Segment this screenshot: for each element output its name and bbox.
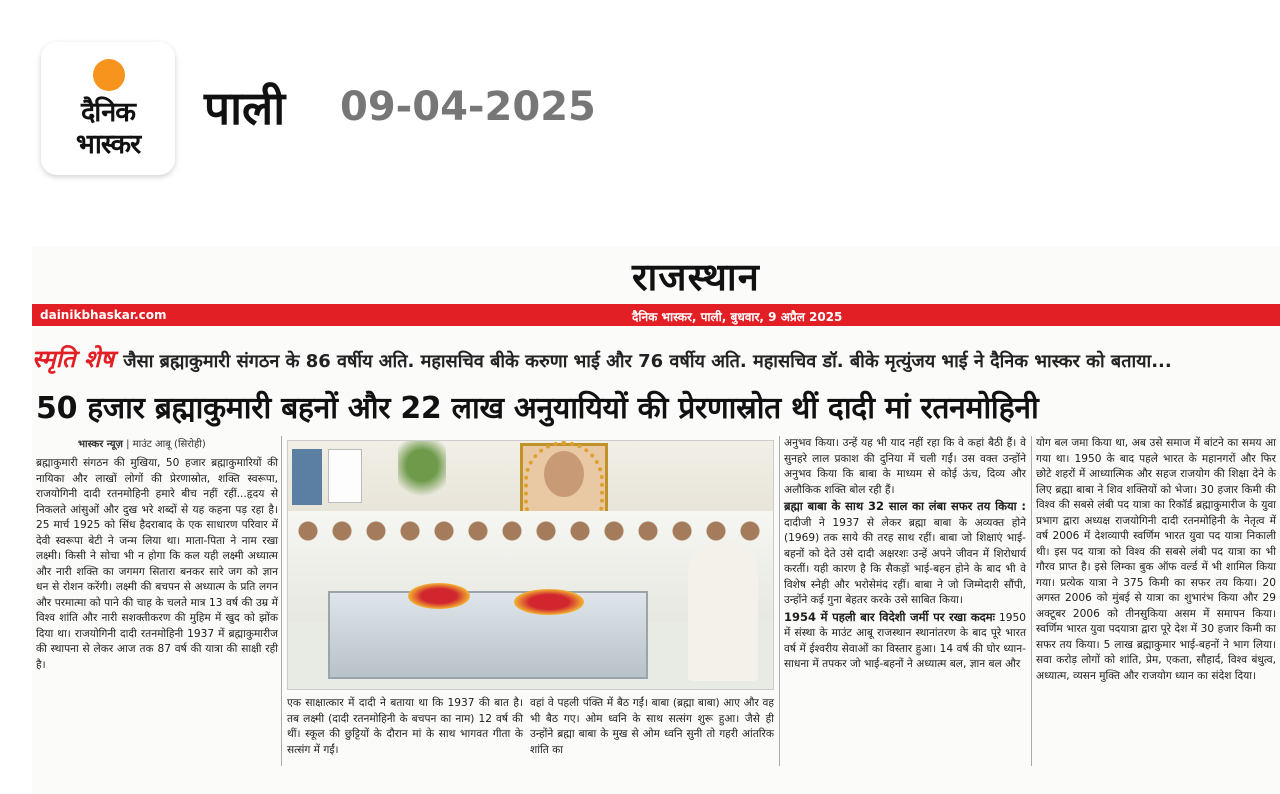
website-label: dainikbhaskar.com xyxy=(40,308,167,322)
subheading-32-years: ब्रह्मा बाबा के साथ 32 साल का लंबा सफर तय किया : xyxy=(784,499,1026,513)
flower-garland-2 xyxy=(514,589,584,615)
article-column-5 xyxy=(1036,436,1276,685)
kicker-label: स्मृति शेष xyxy=(32,344,115,373)
column-4-para-3: 1950 में संस्था के माउंट आबू राजस्थान स्थानांतरण के बाद पूरे भारत वर्ष में ईश्वरीय सेवाओं का विस्तार हुआ। 14 वर्ष की घोर ध्यान-साधना में तपकर जो भाई-बहनों ने अध्यात्म बल, ज्ञान बल और xyxy=(784,611,1026,670)
edition-date: 09-04-2025 xyxy=(340,84,596,130)
plant xyxy=(398,441,446,511)
column-4-para-1: अनुभव किया। उन्हें यह भी याद नहीं रहा कि वे कहां बैठी हैं। वे सुनहरे लाल प्रकाश की दुनिया में चली गईं। उस वक्त उन्होंने अनुभव किया कि बाबा के माध्यम से कोई ऊंच, दिव्य और अलौकिक शक्ति बोल रही हैं। xyxy=(784,437,1026,496)
article-column-2 xyxy=(287,696,523,759)
column-3-text: वहां वे पहली पंक्ति में बैठ गईं। बाबा (ब्रह्मा बाबा) आए और वह भी बैठ गए। ओम ध्वनि के साथ सत्संग शुरू हुआ। जैसे ही उन्होंने ब्रह्मा बाबा के मुख से ओम ध्वनि सुनी तो गहरी आंतरिक शांति का xyxy=(530,697,774,756)
masthead-bar xyxy=(32,304,1280,326)
wall-portrait xyxy=(292,449,322,505)
column-divider xyxy=(1031,436,1032,766)
edition-city: पाली xyxy=(204,81,286,135)
byline-place: | माउंट आबू (सिरोही) xyxy=(126,439,206,450)
dainik-bhaskar-logo[interactable] xyxy=(41,42,175,175)
edition-line: दैनिक भास्कर, पाली, बुधवार, 9 अप्रैल 2025 xyxy=(632,310,843,324)
byline xyxy=(78,436,206,450)
article-headline: 50 हजार ब्रह्माकुमारी बहनों और 22 लाख अनुयायियों की प्रेरणास्रोत थीं दादी मां रतनमोहिनी xyxy=(36,391,1039,426)
article-kicker xyxy=(32,342,1172,375)
sun-icon xyxy=(93,59,125,91)
article-column-1 xyxy=(36,456,278,674)
kicker-text: जैसा ब्रह्माकुमारी संगठन के 86 वर्षीय अति. महासचिव बीके करुणा भाई और 76 वर्षीय अति. महासचिव डॉ. बीके मृत्युंजय भाई ने दैनिक भास्कर को बताया... xyxy=(123,351,1172,372)
column-4-para-2: दादीजी ने 1937 से लेकर ब्रह्मा बाबा के अव्यक्त होने (1969) तक साये की तरह साथ रहीं। बाबा जो शिक्षाएं भाई-बहनों को देते उसे दादी अक्षरशः उन्हें अपने जीवन में शिरोधार्य करतीं। यही कारण है कि सैकड़ों भाई-बहन होने के बाद भी वे विशेष स्नेही और भरोसेमंद रहीं। बाबा ने जो जिम्मेदारी सौंपी, उन्होंने कई गुना बेहतर करके उसे साबित किया। xyxy=(784,516,1026,606)
section-title: राजस्थान xyxy=(632,254,760,299)
newspaper-page xyxy=(32,246,1280,794)
article-photo xyxy=(287,440,774,690)
air-conditioner xyxy=(328,449,362,503)
column-divider xyxy=(281,436,282,766)
flower-garland-1 xyxy=(408,583,470,609)
article-column-4 xyxy=(784,436,1026,674)
column-5-text: योग बल जमा किया था, अब उसे समाज में बांटने का समय आ गया था। 1950 के बाद पहले भारत के महानगरों और फिर छोटे शहरों में आध्यात्मिक और सहज राजयोग की शिक्षा देने के लिए ब्रह्मा बाबा ने शिव शक्तियों को भेजा। 30 हजार किमी की विश्व की सबसे लंबी पद यात्रा का रिकॉर्ड ब्रह्माकुमारीज के युवा प्रभाग द्वारा अध्यक्ष राजयोगिनी दादी रतनमोहिनी के नेतृत्व में वर्ष 2006 में देशव्यापी स्वर्णिम भारत युवा पद यात्रा निकाली थी। इस पद यात्रा को विश्व की सबसे लंबी पद यात्रा का भी गौरव प्राप्त है। इसे लिम्का बुक ऑफ वर्ल्ड में भी शामिल किया गया। प्रत्येक यात्रा ने 375 किमी का सफर तय किया। 20 अगस्त 2006 को मुंबई से यात्रा का शुभारंभ किया और 29 अक्टूबर 2006 को तीनसुकिया असम में समापन किया। स्वर्णिम भारत युवा पदयात्रा द्वारा पूरे देश में 30 हजार किमी का सफर तय किया। 5 लाख ब्रह्माकुमार भाई-बहनों ने भाग लिया। सवा करोड़ लोगों को शांति, प्रेम, एकता, सौहार्द, विश्व बंधुत्व, अध्यात्म, व्यसन मुक्ति और राजयोग ध्यान का संदेश दिया। xyxy=(1036,437,1276,682)
column-2-text: एक साक्षात्कार में दादी ने बताया था कि 1937 की बात है। तब लक्ष्मी (दादी रतनमोहिनी के बचपन का नाम) 12 वर्ष की थीं। स्कूल की छुट्टियों के दौरान मां के साथ भागवत गीता के सत्संग में गईं। xyxy=(287,697,523,756)
logo-text-line2: भास्कर xyxy=(75,129,141,160)
column-divider xyxy=(779,436,780,766)
byline-source: भास्कर न्यूज़ xyxy=(78,439,123,450)
subheading-1954: 1954 में पहली बार विदेशी जर्मी पर रखा कदमः xyxy=(784,609,995,624)
standing-person xyxy=(688,541,758,681)
logo-text-line1: दैनिक xyxy=(80,97,136,128)
glass-casket xyxy=(328,591,648,679)
column-1-text: ब्रह्माकुमारी संगठन की मुखिया, 50 हजार ब्रह्माकुमारियों की नायिका और लाखों लोगों की प्रेरणास्रोत, शक्ति स्वरूपा, राजयोगिनी दादी रतनमोहिनी हमारे बीच नहीं रहीं...हृदय से निकलते आंसुओं और दुख भरे शब्दों से यह कहना पड़ रहा है। 25 मार्च 1925 को सिंध हैदराबाद के एक साधारण परिवार में देवी स्वरूपा बेटी ने जन्म लिया था। माता-पिता ने नाम रखा लक्ष्मी। किसी ने सोचा भी न होगा कि कल यही लक्ष्मी अध्यात्म और नारी शक्ति का जगमग सितारा बनकर सारे जग को ज्ञान धन से रोशन करेंगी। लक्ष्मी की बचपन से अध्यात्म के प्रति लगन और परमात्मा को पाने की चाह के चलते मात्र 13 वर्ष की उम्र में विश्व शांति और नारी सशक्तीकरण की मुहिम में खुद को झोंक दिया था। राजयोगिनी दादी रतनमोहिनी 1937 में ब्रह्माकुमारीज की स्थापना से लेकर आज तक 87 वर्ष की यात्रा की साक्षी रही है। xyxy=(36,457,278,671)
article-column-3 xyxy=(530,696,774,759)
